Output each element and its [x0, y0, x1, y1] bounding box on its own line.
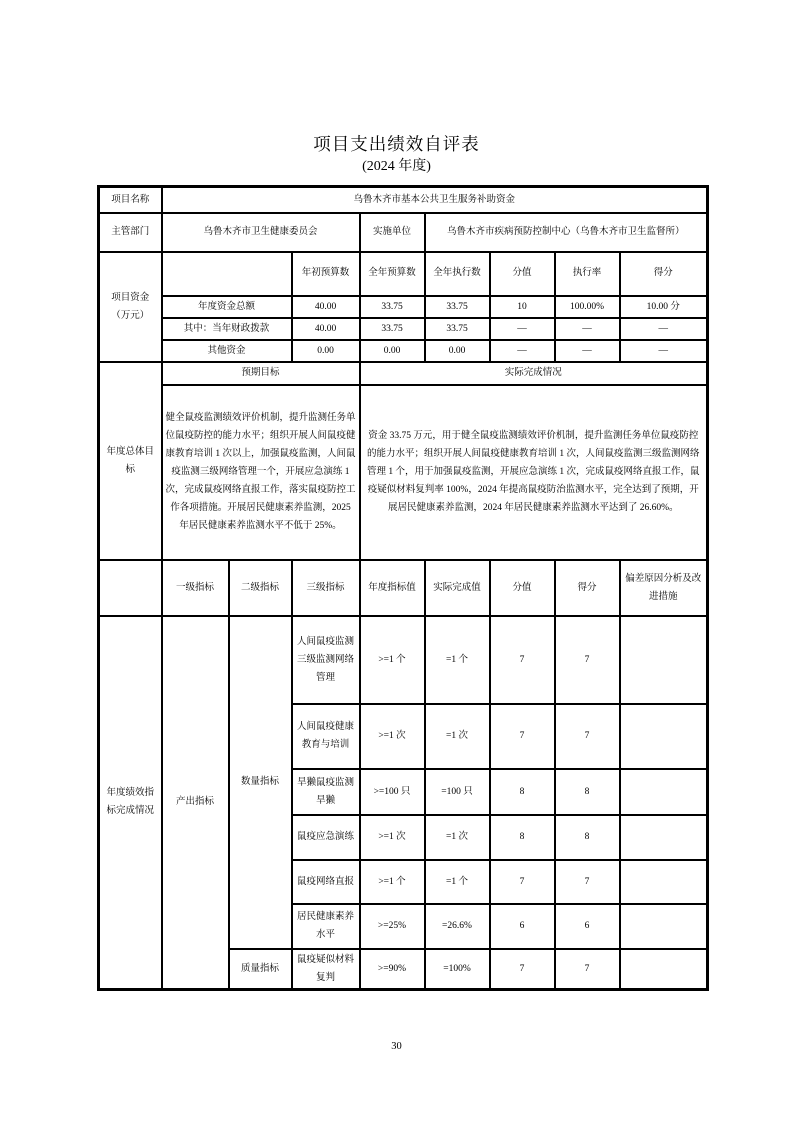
indicator-name: 人间鼠疫监测三级监测网络管理: [292, 616, 360, 704]
actual-completion-text: 资金 33.75 万元，用于健全鼠疫监测绩效评价机制，提升监测任务单位鼠疫防控的能力水平；组织开展人间鼠疫健康教育培训 1 次，人间鼠疫监测三级监测网络管理 1 个，用于加强鼠疫监测，开展应急演练 1 次，完成鼠疫网络直报工作，鼠疫疑似材料复判率 100%，2024 年提高鼠疫防治监测水平，完全达到了预期，开展居民健康素养监测，2024 年居民健康素养监测水平达到了 26.60%。: [360, 385, 708, 560]
indicator-deviation: [620, 704, 708, 769]
level2-quantity-cell: 数量指标: [229, 616, 292, 949]
col-execution-rate: 执行率: [555, 252, 620, 296]
indicator-blank-cell: [99, 560, 162, 616]
indicator-score: 7: [490, 616, 555, 704]
indicator-name: 鼠疫网络直报: [292, 860, 360, 904]
col-score-value: 分值: [490, 560, 555, 616]
funds-value: 33.75: [360, 318, 425, 340]
col-level2-indicator: 二级指标: [229, 560, 292, 616]
self-evaluation-table: [97, 185, 709, 991]
col-level3-indicator: 三级指标: [292, 560, 360, 616]
project-name-row: [99, 187, 708, 213]
indicator-name: 居民健康素养水平: [292, 904, 360, 949]
indicator-name: 鼠疫应急演练: [292, 815, 360, 860]
indicator-target: >=25%: [360, 904, 425, 949]
indicator-actual: =1 个: [425, 860, 490, 904]
indicator-score: 8: [490, 815, 555, 860]
funds-value: —: [620, 318, 708, 340]
indicator-name: 旱獭鼠疫监测旱獭: [292, 769, 360, 815]
funds-value: 100.00%: [555, 296, 620, 318]
funds-value: —: [490, 318, 555, 340]
funds-value: —: [620, 340, 708, 362]
indicator-actual: =26.6%: [425, 904, 490, 949]
funds-value: 10.00 分: [620, 296, 708, 318]
col-annual-budget: 全年预算数: [360, 252, 425, 296]
funds-row-label: 其中：当年财政拨款: [162, 318, 292, 340]
col-deviation: 偏差原因分析及改进措施: [620, 560, 708, 616]
col-funds-score-value: 分值: [490, 252, 555, 296]
goal-header-row: [99, 362, 708, 385]
indicator-deviation: [620, 815, 708, 860]
indicator-got: 8: [555, 769, 620, 815]
indicator-score: 7: [490, 949, 555, 990]
supervisor-dept-value: 乌鲁木齐市卫生健康委员会: [162, 213, 360, 252]
indicator-score: 7: [490, 704, 555, 769]
indicator-got: 8: [555, 815, 620, 860]
indicator-deviation: [620, 769, 708, 815]
title-block: [0, 136, 793, 174]
funds-value: 0.00: [292, 340, 360, 362]
indicator-deviation: [620, 949, 708, 990]
funds-other-row: [99, 340, 708, 362]
page-subtitle: (2024 年度): [362, 158, 431, 174]
level1-output-cell: 产出指标: [162, 616, 229, 990]
annual-goal-label: 年度总体目标: [99, 362, 162, 560]
implementing-unit-label: 实施单位: [360, 213, 425, 252]
level2-quality-cell: 质量指标: [229, 949, 292, 990]
col-annual-target: 年度指标值: [360, 560, 425, 616]
indicator-name: 鼠疫疑似材料复判: [292, 949, 360, 990]
indicator-row: [99, 616, 708, 704]
page-number: 30: [391, 1041, 402, 1052]
expected-goal-header: 预期目标: [162, 362, 360, 385]
project-name-label: 项目名称: [99, 187, 162, 213]
col-score-got: 得分: [555, 560, 620, 616]
project-funds-label: 项目资金（万元）: [99, 252, 162, 362]
indicator-actual: =100 只: [425, 769, 490, 815]
indicator-actual: =1 个: [425, 616, 490, 704]
funds-value: —: [490, 340, 555, 362]
col-annual-execution: 全年执行数: [425, 252, 490, 296]
project-name-value: 乌鲁木齐市基本公共卫生服务补助资金: [162, 187, 708, 213]
funds-blank-cell: [162, 252, 292, 296]
col-funds-score-got: 得分: [620, 252, 708, 296]
page-title: 项目支出绩效自评表: [313, 134, 480, 154]
indicator-actual: =1 次: [425, 704, 490, 769]
funds-value: 10: [490, 296, 555, 318]
indicator-deviation: [620, 904, 708, 949]
indicator-target: >=1 个: [360, 860, 425, 904]
indicator-got: 7: [555, 616, 620, 704]
indicator-target: >=90%: [360, 949, 425, 990]
col-level1-indicator: 一级指标: [162, 560, 229, 616]
funds-total-row: [99, 296, 708, 318]
funds-value: —: [555, 340, 620, 362]
funds-header-row: [99, 252, 708, 296]
col-initial-budget: 年初预算数: [292, 252, 360, 296]
indicator-actual: =1 次: [425, 815, 490, 860]
indicator-deviation: [620, 616, 708, 704]
indicator-target: >=1 次: [360, 704, 425, 769]
funds-row-label: 年度资金总额: [162, 296, 292, 318]
expected-goal-text: 健全鼠疫监测绩效评价机制，提升监测任务单位鼠疫防控的能力水平；组织开展人间鼠疫健康教育培训 1 次以上，加强鼠疫监测，人间鼠疫监测三级网络管理一个，开展应急演练 1 次，完成鼠疫网络直报工作，落实鼠疫防控工作各项措施。开展居民健康素养监测，2025 年居民健康素养监测水平不低于 25%。: [162, 385, 360, 560]
indicator-got: 7: [555, 704, 620, 769]
indicator-deviation: [620, 860, 708, 904]
col-actual-value: 实际完成值: [425, 560, 490, 616]
funds-value: 33.75: [425, 296, 490, 318]
actual-completion-header: 实际完成情况: [360, 362, 708, 385]
indicator-got: 7: [555, 949, 620, 990]
supervisor-dept-label: 主管部门: [99, 213, 162, 252]
funds-row-label: 其他资金: [162, 340, 292, 362]
funds-value: 0.00: [360, 340, 425, 362]
goal-content-row: [99, 385, 708, 560]
department-row: [99, 213, 708, 252]
indicator-target: >=100 只: [360, 769, 425, 815]
funds-fiscal-row: [99, 318, 708, 340]
indicator-got: 6: [555, 904, 620, 949]
indicator-target: >=1 个: [360, 616, 425, 704]
implementing-unit-value: 乌鲁木齐市疾病预防控制中心（乌鲁木齐市卫生监督所）: [425, 213, 708, 252]
indicator-score: 6: [490, 904, 555, 949]
indicator-target: >=1 次: [360, 815, 425, 860]
funds-value: 33.75: [360, 296, 425, 318]
funds-value: —: [555, 318, 620, 340]
funds-value: 33.75: [425, 318, 490, 340]
indicator-actual: =100%: [425, 949, 490, 990]
indicator-score: 7: [490, 860, 555, 904]
funds-value: 40.00: [292, 296, 360, 318]
indicator-score: 8: [490, 769, 555, 815]
indicator-got: 7: [555, 860, 620, 904]
indicator-name: 人间鼠疫健康教育与培训: [292, 704, 360, 769]
indicator-header-row: [99, 560, 708, 616]
indicators-section-label: 年度绩效指标完成情况: [99, 616, 162, 990]
funds-value: 40.00: [292, 318, 360, 340]
funds-value: 0.00: [425, 340, 490, 362]
